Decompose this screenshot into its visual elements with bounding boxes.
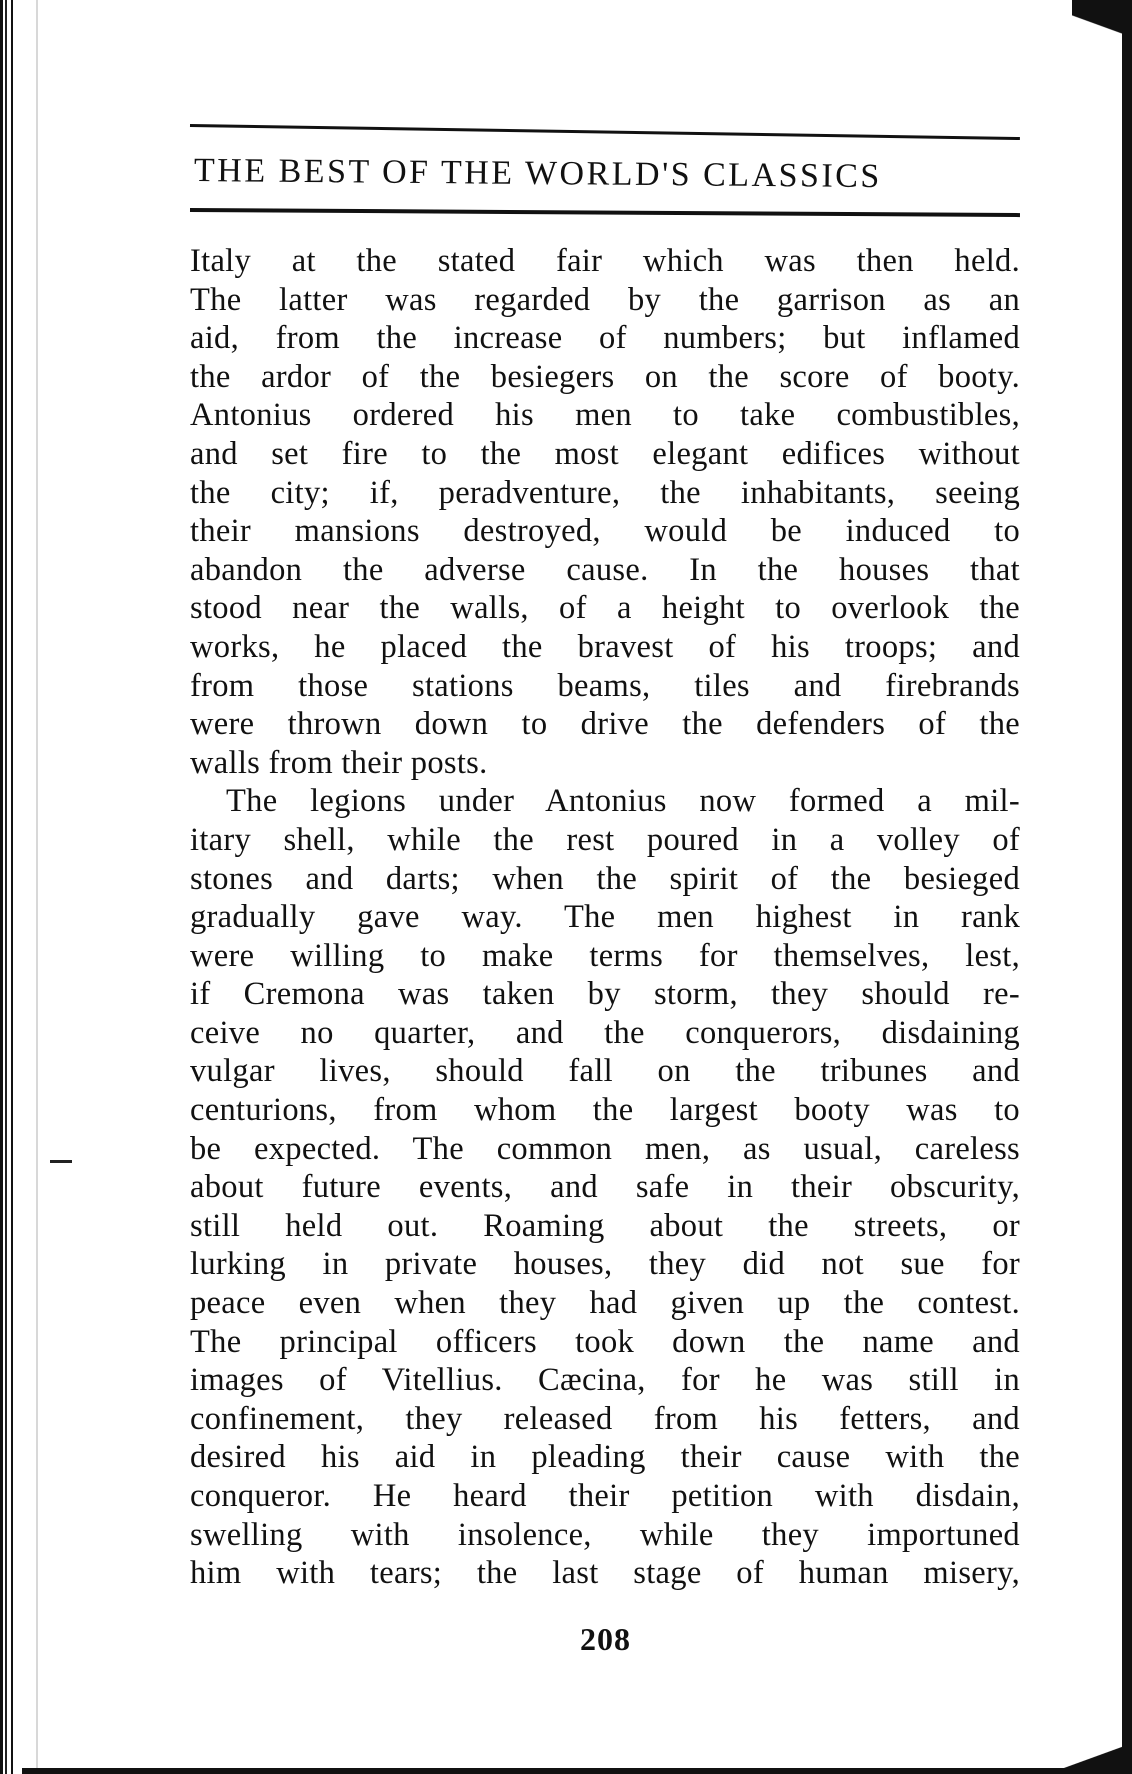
text-line: conqueror. He heard their petition with disdain, [190, 1478, 1020, 1514]
text-line: abandon the adverse cause. In the houses that [190, 551, 1020, 588]
text-line: Antonius ordered his men to take combustibles, [190, 397, 1020, 434]
text-line: still held out. Roaming about the streets, or [190, 1207, 1020, 1244]
header-rule-top [190, 124, 1020, 140]
text-line: Italy at the stated fair which was then held. [190, 243, 1020, 279]
page-number: 208 [580, 1621, 631, 1657]
page-header [190, 112, 1020, 222]
book-page [190, 112, 1020, 1657]
scan-binding-edge [0, 0, 22, 1774]
text-line: The principal officers took down the name and [190, 1323, 1020, 1360]
text-line: the city; if, peradventure, the inhabitants, seeing [190, 474, 1020, 511]
text-line: The latter was regarded by the garrison as an [190, 281, 1020, 318]
text-line: itary shell, while the rest poured in a volley of [190, 821, 1020, 858]
text-line: from those stations beams, tiles and firebrands [190, 667, 1020, 704]
scan-right-edge [1122, 0, 1132, 1774]
text-line: if Cremona was taken by storm, they should re- [190, 976, 1020, 1013]
scan-page-curl [1072, 0, 1132, 70]
paragraph-1 [190, 242, 1020, 782]
header-rule-bottom [190, 208, 1020, 217]
text-line: ceive no quarter, and the conquerors, disdaining [190, 1014, 1020, 1051]
text-line: images of Vitellius. Cæcina, for he was still in [190, 1362, 1020, 1399]
text-line: stones and darts; when the spirit of the besieged [190, 860, 1020, 897]
text-line: desired his aid in pleading their cause with the [190, 1439, 1020, 1476]
scan-bottom-edge [22, 1768, 1132, 1774]
margin-mark [50, 1160, 72, 1163]
text-line: the ardor of the besiegers on the score of booty. [190, 358, 1020, 395]
text-line: gradually gave way. The men highest in rank [190, 899, 1020, 936]
text-line: lurking in private houses, they did not sue for [190, 1246, 1020, 1283]
running-head: THE BEST OF THE WORLD'S CLASSICS [193, 152, 882, 196]
text-line: be expected. The common men, as usual, careless [190, 1130, 1020, 1167]
text-line: confinement, they released from his fetters, and [190, 1400, 1020, 1437]
text-line: him with tears; the last stage of human misery, [190, 1555, 1020, 1592]
text-line: about future events, and safe in their obscurity, [190, 1169, 1020, 1206]
text-line: stood near the walls, of a height to overlook the [190, 590, 1020, 627]
text-line: vulgar lives, should fall on the tribunes and [190, 1053, 1020, 1090]
text-line: The legions under Antonius now formed a mil- [226, 783, 1020, 820]
body-text [190, 242, 1020, 1593]
text-line: walls from their posts. [190, 744, 488, 781]
text-line: works, he placed the bravest of his troops; and [190, 628, 1020, 665]
text-line: peace even when they had given up the contest. [190, 1285, 1020, 1322]
text-line: centurions, from whom the largest booty was to [190, 1092, 1020, 1129]
text-line: were willing to make terms for themselves, lest, [190, 937, 1020, 974]
text-line: were thrown down to drive the defenders of the [190, 706, 1020, 743]
scan-page-edge [36, 0, 38, 1774]
scan-corner-shadow [1052, 1734, 1132, 1774]
text-line: aid, from the increase of numbers; but inflamed [190, 320, 1020, 357]
text-line: swelling with insolence, while they importuned [190, 1516, 1020, 1553]
text-line: and set fire to the most elegant edifices without [190, 435, 1020, 472]
paragraph-2 [190, 782, 1020, 1592]
text-line: their mansions destroyed, would be induced to [190, 513, 1020, 550]
